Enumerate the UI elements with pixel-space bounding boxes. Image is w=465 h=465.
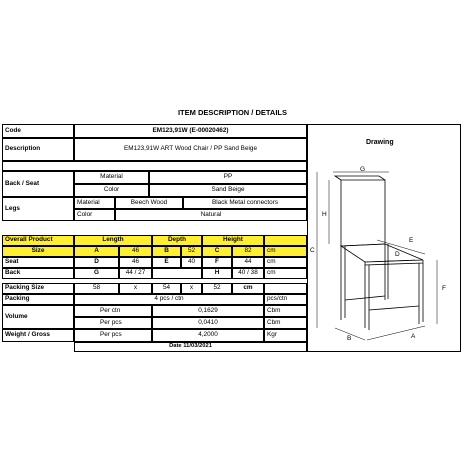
chair-backrest	[341, 180, 385, 246]
legs-color-value: Natural	[115, 209, 307, 221]
length-header: Length	[74, 235, 152, 246]
size-label: Size	[2, 246, 74, 257]
back-seat-color-label: Color	[74, 184, 149, 197]
back-height-letter: H	[202, 268, 232, 279]
size-unit: cm	[264, 246, 307, 257]
size-length-letter: A	[74, 246, 119, 257]
packing-size-unit: cm	[232, 283, 264, 294]
volume-per-ctn-label: Per ctn	[74, 305, 152, 317]
seat-depth-value: 40	[181, 257, 202, 268]
back-seat-material-label: Material	[74, 171, 149, 184]
legs-material-value-2: Black Metal connectors	[183, 197, 307, 209]
packing-size-v3: 52	[202, 283, 232, 294]
seat-label: Seat	[2, 257, 74, 268]
size-depth-letter: B	[152, 246, 181, 257]
back-seat-color-value: Sand Beige	[149, 184, 307, 197]
dim-label-f: F	[442, 285, 446, 292]
packing-size-x2: x	[181, 283, 202, 294]
weight-label: Weight / Gross	[2, 329, 74, 342]
volume-per-ctn-value: 0,1629	[152, 305, 264, 317]
description-value: EM123,91W ART Wood Chair / PP Sand Beige	[74, 138, 307, 161]
back-height-value: 40 / 38	[232, 268, 264, 279]
seat-depth-letter: E	[152, 257, 181, 268]
back-length-value: 44 / 27	[119, 268, 152, 279]
size-depth-value: 52	[181, 246, 202, 257]
chair-seat	[341, 244, 423, 262]
back-label: Back	[2, 268, 74, 279]
volume-per-ctn-unit: Cbm	[264, 305, 307, 317]
volume-per-pcs-label: Per pcs	[74, 317, 152, 329]
volume-per-pcs-value: 0,0410	[152, 317, 264, 329]
packing-unit: pcs/ctn	[264, 294, 307, 305]
code-label: Code	[2, 124, 74, 138]
volume-label: Volume	[2, 305, 74, 329]
weight-unit: Kgr	[264, 329, 307, 342]
back-depth-empty	[152, 268, 202, 279]
dim-label-e: E	[409, 237, 414, 244]
seat-length-value: 46	[119, 257, 152, 268]
back-unit: cm	[264, 268, 307, 279]
dim-label-h: H	[322, 211, 327, 218]
seat-unit: cm	[264, 257, 307, 268]
back-seat-label: Back / Seat	[2, 171, 74, 197]
packing-value: 4 pcs / ctn	[74, 294, 264, 305]
legs-material-value-1: Beech Wood	[115, 197, 183, 209]
chair-legs	[341, 244, 423, 330]
chair-drawing	[305, 160, 461, 352]
packing-size-x1: x	[119, 283, 152, 294]
packing-size-label: Packing Size	[2, 283, 74, 294]
packing-size-v2: 54	[152, 283, 181, 294]
header-unit-spacer	[264, 235, 307, 246]
dim-label-g: G	[360, 166, 366, 173]
back-length-letter: G	[74, 268, 119, 279]
weight-value: 4,2000	[152, 329, 264, 342]
size-height-value: 82	[232, 246, 264, 257]
code-value: EM123,91W (E-00020462)	[74, 124, 307, 138]
dim-label-c: C	[310, 247, 315, 254]
packing-size-empty	[264, 283, 307, 294]
packing-label: Packing	[2, 294, 74, 305]
legs-label: Legs	[2, 197, 74, 221]
legs-color-label: Color	[74, 209, 115, 221]
dim-label-b: B	[347, 335, 352, 342]
depth-header: Depth	[152, 235, 202, 246]
overall-product-label: Overall Product	[2, 235, 74, 246]
description-label: Description	[2, 138, 74, 161]
size-length-value: 46	[119, 246, 152, 257]
spacer-row	[2, 161, 307, 171]
seat-height-letter: F	[202, 257, 232, 268]
weight-per-pcs-label: Per pcs	[74, 329, 152, 342]
legs-material-label: Material	[74, 197, 115, 209]
drawing-title: Drawing	[366, 139, 394, 146]
back-seat-material-value: PP	[149, 171, 307, 184]
volume-per-pcs-unit: Cbm	[264, 317, 307, 329]
packing-size-v1: 58	[74, 283, 119, 294]
document-title: ITEM DESCRIPTION / DETAILS	[177, 108, 288, 117]
size-height-letter: C	[202, 246, 232, 257]
seat-height-value: 44	[232, 257, 264, 268]
seat-length-letter: D	[74, 257, 119, 268]
date-row: Date 11/03/2021	[74, 342, 307, 352]
height-header: Height	[202, 235, 264, 246]
dim-label-a: A	[411, 333, 416, 340]
dim-label-d: D	[395, 251, 400, 258]
